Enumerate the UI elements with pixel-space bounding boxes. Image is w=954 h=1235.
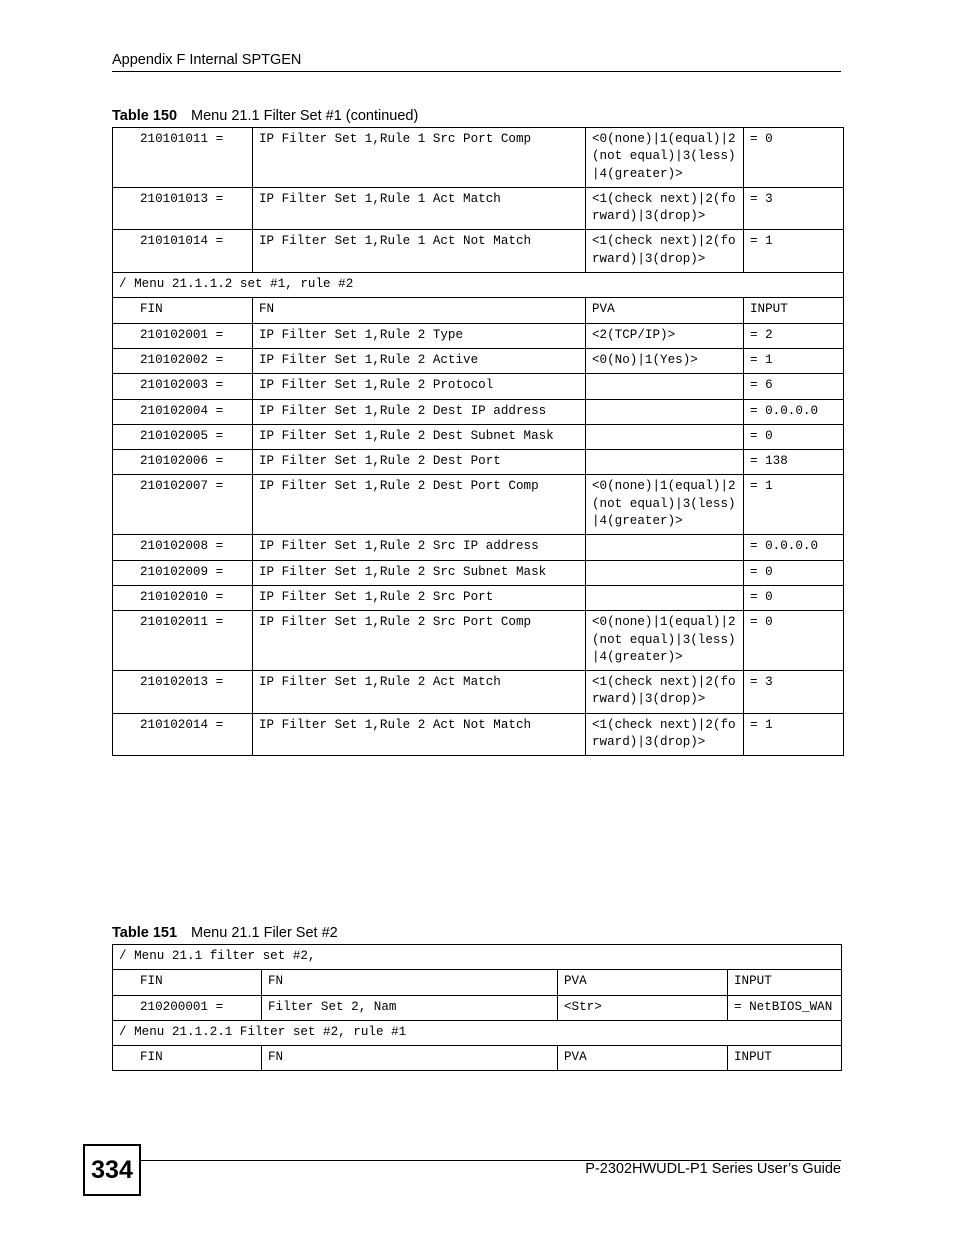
table-row bbox=[113, 713, 844, 756]
section-row bbox=[113, 945, 842, 970]
column-header-pva: PVA bbox=[586, 298, 744, 323]
table-150 bbox=[112, 127, 844, 756]
table-151 bbox=[112, 944, 842, 1071]
fn-cell: IP Filter Set 1,Rule 2 Dest Port bbox=[253, 450, 586, 475]
table-row bbox=[113, 475, 844, 535]
fn-cell: IP Filter Set 1,Rule 2 Type bbox=[253, 323, 586, 348]
fn-cell: IP Filter Set 1,Rule 2 Src IP address bbox=[253, 535, 586, 560]
fn-cell: IP Filter Set 1,Rule 1 Act Match bbox=[253, 187, 586, 230]
table-row bbox=[113, 374, 844, 399]
column-header-fin: FIN bbox=[113, 970, 262, 995]
section-heading: / Menu 21.1 filter set #2, bbox=[113, 945, 842, 970]
pva-cell bbox=[586, 535, 744, 560]
column-header-pva: PVA bbox=[558, 1046, 728, 1071]
fin-cell: 210102001 = bbox=[113, 323, 253, 348]
fin-cell: 210102014 = bbox=[113, 713, 253, 756]
fin-cell: 210102004 = bbox=[113, 399, 253, 424]
pva-cell bbox=[586, 585, 744, 610]
fn-cell: Filter Set 2, Nam bbox=[262, 995, 558, 1020]
input-cell: = 6 bbox=[744, 374, 844, 399]
pva-cell: <1(check next)|2(forward)|3(drop)> bbox=[586, 671, 744, 714]
pva-cell bbox=[586, 374, 744, 399]
guide-title: P-2302HWUDL-P1 Series User’s Guide bbox=[585, 1161, 841, 1177]
column-header-fin: FIN bbox=[113, 1046, 262, 1071]
input-cell: = 0.0.0.0 bbox=[744, 535, 844, 560]
header-row bbox=[113, 298, 844, 323]
running-header: Appendix F Internal SPTGEN bbox=[112, 52, 302, 68]
fn-cell: IP Filter Set 1,Rule 2 Act Not Match bbox=[253, 713, 586, 756]
fin-cell: 210102005 = bbox=[113, 424, 253, 449]
fn-cell: IP Filter Set 1,Rule 2 Dest Subnet Mask bbox=[253, 424, 586, 449]
column-header-fn: FN bbox=[253, 298, 586, 323]
column-header-input: INPUT bbox=[744, 298, 844, 323]
input-cell: = 0 bbox=[744, 560, 844, 585]
fn-cell: IP Filter Set 1,Rule 2 Protocol bbox=[253, 374, 586, 399]
fn-cell: IP Filter Set 1,Rule 1 Act Not Match bbox=[253, 230, 586, 273]
pva-cell: <0(none)|1(equal)|2(not equal)|3(less)|4(greater)> bbox=[586, 611, 744, 671]
table-row bbox=[113, 535, 844, 560]
table-151-title: Menu 21.1 Filer Set #2 bbox=[191, 925, 338, 941]
input-cell: = NetBIOS_WAN bbox=[728, 995, 842, 1020]
input-cell: = 1 bbox=[744, 475, 844, 535]
fn-cell: IP Filter Set 1,Rule 2 Src Port bbox=[253, 585, 586, 610]
pva-cell bbox=[586, 450, 744, 475]
table-150-title: Menu 21.1 Filter Set #1 (continued) bbox=[191, 108, 419, 124]
table-row bbox=[113, 560, 844, 585]
pva-cell: <Str> bbox=[558, 995, 728, 1020]
input-cell: = 0 bbox=[744, 424, 844, 449]
pva-cell bbox=[586, 560, 744, 585]
fin-cell: 210102002 = bbox=[113, 348, 253, 373]
page-number: 334 bbox=[83, 1144, 141, 1196]
header-row bbox=[113, 970, 842, 995]
table-row bbox=[113, 230, 844, 273]
table-row bbox=[113, 187, 844, 230]
table-row bbox=[113, 399, 844, 424]
table-row bbox=[113, 348, 844, 373]
column-header-pva: PVA bbox=[558, 970, 728, 995]
table-151-caption bbox=[112, 925, 338, 941]
input-cell: = 3 bbox=[744, 671, 844, 714]
fin-cell: 210102013 = bbox=[113, 671, 253, 714]
pva-cell bbox=[586, 399, 744, 424]
input-cell: = 1 bbox=[744, 713, 844, 756]
column-header-fin: FIN bbox=[113, 298, 253, 323]
input-cell: = 1 bbox=[744, 230, 844, 273]
column-header-fn: FN bbox=[262, 970, 558, 995]
fn-cell: IP Filter Set 1,Rule 2 Act Match bbox=[253, 671, 586, 714]
fin-cell: 210101013 = bbox=[113, 187, 253, 230]
fn-cell: IP Filter Set 1,Rule 1 Src Port Comp bbox=[253, 128, 586, 188]
table-row bbox=[113, 450, 844, 475]
pva-cell: <1(check next)|2(forward)|3(drop)> bbox=[586, 230, 744, 273]
input-cell: = 0 bbox=[744, 128, 844, 188]
table-row bbox=[113, 611, 844, 671]
input-cell: = 138 bbox=[744, 450, 844, 475]
pva-cell bbox=[586, 424, 744, 449]
table-150-label: Table 150 bbox=[112, 108, 178, 124]
fn-cell: IP Filter Set 1,Rule 2 Src Port Comp bbox=[253, 611, 586, 671]
input-cell: = 0.0.0.0 bbox=[744, 399, 844, 424]
fin-cell: 210102003 = bbox=[113, 374, 253, 399]
fn-cell: IP Filter Set 1,Rule 2 Src Subnet Mask bbox=[253, 560, 586, 585]
pva-cell: <0(No)|1(Yes)> bbox=[586, 348, 744, 373]
section-heading: / Menu 21.1.1.2 set #1, rule #2 bbox=[113, 273, 844, 298]
table-row bbox=[113, 585, 844, 610]
header-divider bbox=[112, 71, 841, 72]
fin-cell: 210102010 = bbox=[113, 585, 253, 610]
fn-cell: IP Filter Set 1,Rule 2 Active bbox=[253, 348, 586, 373]
pva-cell: <2(TCP/IP)> bbox=[586, 323, 744, 348]
fn-cell: IP Filter Set 1,Rule 2 Dest IP address bbox=[253, 399, 586, 424]
fin-cell: 210102006 = bbox=[113, 450, 253, 475]
fin-cell: 210101014 = bbox=[113, 230, 253, 273]
fn-cell: IP Filter Set 1,Rule 2 Dest Port Comp bbox=[253, 475, 586, 535]
input-cell: = 2 bbox=[744, 323, 844, 348]
table-151-label: Table 151 bbox=[112, 925, 178, 941]
pva-cell: <1(check next)|2(forward)|3(drop)> bbox=[586, 187, 744, 230]
fin-cell: 210102007 = bbox=[113, 475, 253, 535]
fin-cell: 210101011 = bbox=[113, 128, 253, 188]
section-row bbox=[113, 273, 844, 298]
table-row bbox=[113, 995, 842, 1020]
fin-cell: 210102008 = bbox=[113, 535, 253, 560]
input-cell: = 1 bbox=[744, 348, 844, 373]
input-cell: = 0 bbox=[744, 585, 844, 610]
header-row bbox=[113, 1046, 842, 1071]
column-header-fn: FN bbox=[262, 1046, 558, 1071]
input-cell: = 3 bbox=[744, 187, 844, 230]
section-heading: / Menu 21.1.2.1 Filter set #2, rule #1 bbox=[113, 1020, 842, 1045]
table-row bbox=[113, 128, 844, 188]
pva-cell: <1(check next)|2(forward)|3(drop)> bbox=[586, 713, 744, 756]
fin-cell: 210200001 = bbox=[113, 995, 262, 1020]
table-150-caption bbox=[112, 108, 418, 124]
pva-cell: <0(none)|1(equal)|2(not equal)|3(less)|4(greater)> bbox=[586, 475, 744, 535]
fin-cell: 210102009 = bbox=[113, 560, 253, 585]
table-row bbox=[113, 424, 844, 449]
table-row bbox=[113, 671, 844, 714]
column-header-input: INPUT bbox=[728, 1046, 842, 1071]
pva-cell: <0(none)|1(equal)|2(not equal)|3(less)|4(greater)> bbox=[586, 128, 744, 188]
column-header-input: INPUT bbox=[728, 970, 842, 995]
input-cell: = 0 bbox=[744, 611, 844, 671]
section-row bbox=[113, 1020, 842, 1045]
table-row bbox=[113, 323, 844, 348]
fin-cell: 210102011 = bbox=[113, 611, 253, 671]
